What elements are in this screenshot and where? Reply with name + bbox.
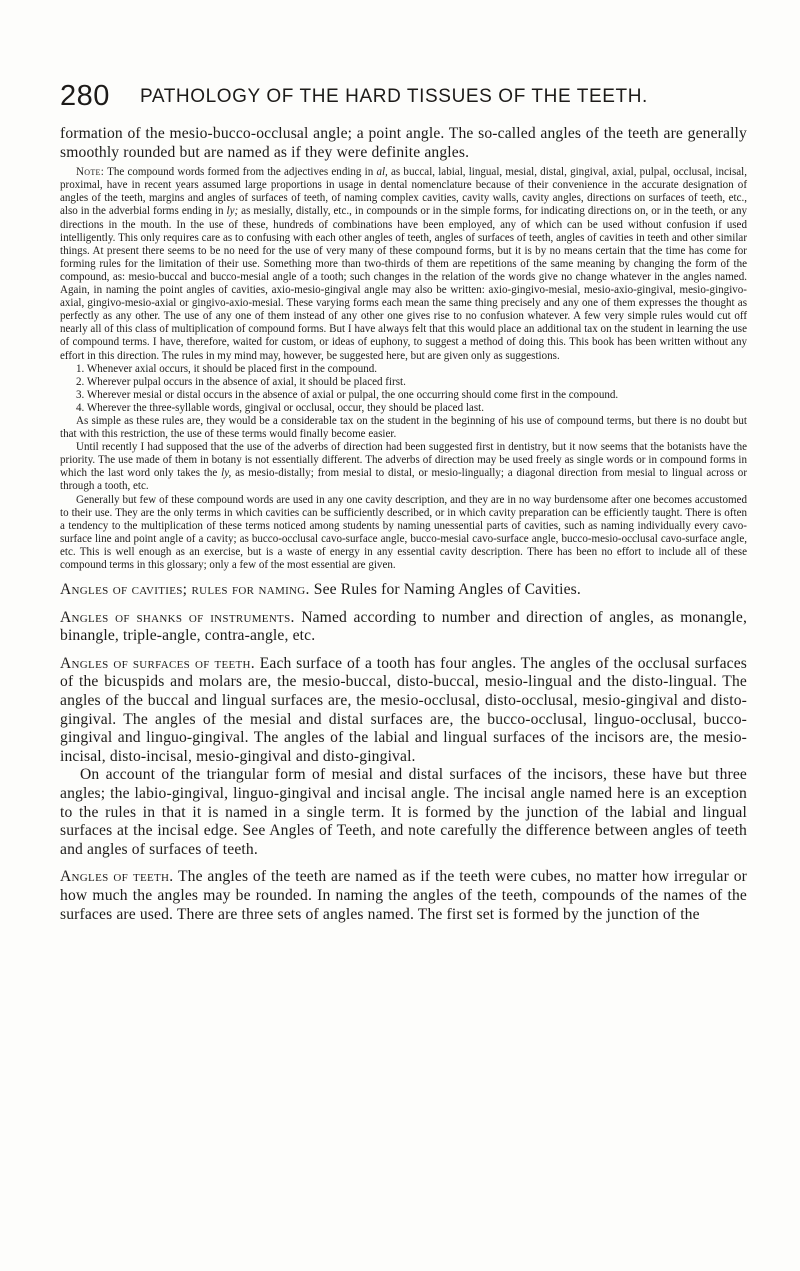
page-body (60, 125, 747, 924)
note-label: Note: (76, 166, 105, 179)
note-paragraph: Note: The compound words formed from the adjectives ending in al, as buccal, labial, lingual, mesial, distal, gingival, axial, pulpal, occlusal, incisal, proximal, have in recent years assumed large proportions in usage in dental nomenclature because of their convenience in the accurate designation of angles of the teeth, margins and angles of surfaces of teeth, of naming complex cavities, cavity walls, cavity angles, directions on surfaces of teeth, etc., also in the adverbial forms ending in ly; as mesially, distally, etc., in compounds or in the simple forms, for indicating directions on, or in the teeth, or any directions in the mouth. In the use of these, hundreds of combinations have been employed, any of which can be used without confusion if used intelligently. This only requires care as to confusing with each other angles of teeth, angles of surfaces of teeth, angles of cavities in teeth and other similar things. At present there seems to be no need for the use of very many of these compound forms, but it is by no means certain that the time has come for forming rules for the limitation of their use. Something more than two-thirds of them are repetitions of the same meaning by changing the form of the compound, as: mesio-buccal and bucco-mesial angle of a tooth; such changes in the relation of the words give no change whatever in the angles named. Again, in naming the point angles of cavities, axio-mesio-gingival angle may also be written: axio-gingivo-mesial, mesio-axio-gingival, mesio-gingivo-axial, gingivo-mesio-axial or gingivo-axio-mesial. These varying forms each mean the same thing precisely and any one of them expresses the thought as perfectly as any other. The use of any one of them instead of any other one gives rise to no confusion whatever. A few very simple rules would cut off nearly all of this class of multiplication of compound forms. But I have always felt that this would place an additional tax on the student in learning the use of compound terms. I have, therefore, waited for custom, or ideas of euphony, to suggest a method of doing this. This book has been written without any effort in this direction. The rules in my mind may, however, be suggested here, but are given only as suggestions. (60, 166, 748, 362)
entry-paragraph: On account of the triangular form of mesial and distal surfaces of the incisors, these have but three angles; the labio-gingival, linguo-gingival and incisal angle. The incisal angle named here is an exception to the rules in that it is named in a single term. It is formed by the junction of the labial and lingual surfaces at the incisal edge. See Angles of Teeth, and note carefully the difference between angles of teeth and angles of surfaces of teeth. (60, 766, 747, 858)
rule-item: 4. Wherever the three-syllable words, gingival or occlusal, occur, they should be placed last. (76, 401, 484, 414)
entry-heading: Angles of shanks of instruments. (60, 608, 295, 626)
note-paragraph: Generally but few of these compound words are used in any one cavity description, and they are in no way burdensome after one becomes accustomed to their use. They are the only terms in which cavities can be sufficiently described, or in which cavity preparation can be efficiently taught. There is often a tendency to the multiplication of these terms noticed among students by naming unessential parts of cavities, such as naming individually every cavo-surface line and point angle of a cavity; as bucco-occlusal cavo-surface angle, bucco-mesial cavo-surface angle, bucco-mesio-occlusal cavo-surface angle, etc. This is well enough as an exercise, but is a waste of energy in any essential cavity description. There has been no effort to include all of these compound terms in this glossary; only a few of the most essential are given. (60, 493, 747, 571)
rule-item: 1. Whenever axial occurs, it should be placed first in the compound. (76, 362, 378, 375)
entry-angles-of-cavities: Angles of cavities; rules for naming. See Rules for Naming Angles of Cavities. (60, 581, 581, 599)
note-paragraph: As simple as these rules are, they would be a considerable tax on the student in the beginning of his use of compound terms, but there is no doubt but that with this restriction, the use of these terms would finally become easier. (60, 414, 747, 441)
entry-angles-of-shanks: Angles of shanks of instruments. Named according to number and direction of angles, as monangle, binangle, triple-angle, contra-angle, etc. (60, 608, 747, 645)
page-number: 280 (60, 80, 110, 112)
entry-angles-of-teeth: Angles of teeth. The angles of the teeth are named as if the teeth were cubes, no matter how irregular or how much the angles may be rounded. In naming the angles of the teeth, compounds of the names of the surfaces are used. There are three sets of angles named. The first set is formed by the junction of the (60, 868, 747, 923)
intro-paragraph: formation of the mesio-bucco-occlusal angle; a point angle. The so-called angles of the teeth are generally smoothly rounded but are named as if they were definite angles. (60, 125, 747, 161)
running-title: PATHOLOGY OF THE HARD TISSUES OF THE TEETH. (140, 86, 648, 107)
note-paragraph: Until recently I had supposed that the use of the adverbs of direction had been suggested first in dentistry, but it now seems that the botanists have the priority. The use made of them in botany is not essentially different. The adverbs of direction may be used freely as single words or in compound forms in which the last word only takes the ly, as mesio-distally; from mesial to distal, or mesio-lingually; a diagonal direction from mesial to lingual across or through a tooth, etc. (60, 441, 747, 493)
entry-heading: Angles of surfaces of teeth. (60, 654, 255, 672)
rule-item: 2. Wherever pulpal occurs in the absence of axial, it should be placed first. (76, 375, 406, 388)
rule-item: 3. Wherever mesial or distal occurs in the absence of axial or pulpal, the one occurring should come first in the compound. (76, 388, 619, 401)
entry-heading: Angles of cavities; rules for naming. (60, 581, 310, 599)
entry-angles-of-surfaces: Angles of surfaces of teeth. Each surface of a tooth has four angles. The angles of the occlusal surfaces of the bicuspids and molars are, the mesio-buccal, disto-buccal, mesio-lingual and the disto-lingual. The angles of the buccal and lingual surfaces are, the mesio-occlusal, disto-occlusal, mesio-gingival and disto-gingival. The angles of the mesial and distal surfaces are, the bucco-occlusal, linguo-occlusal, bucco-gingival and linguo-gingival. The angles of the labial and lingual surfaces of the incisors are, the mesio-incisal, disto-incisal, mesio-gingival and disto-gingival. (60, 654, 748, 765)
running-head (60, 80, 747, 116)
entry-heading: Angles of teeth. (60, 868, 174, 886)
